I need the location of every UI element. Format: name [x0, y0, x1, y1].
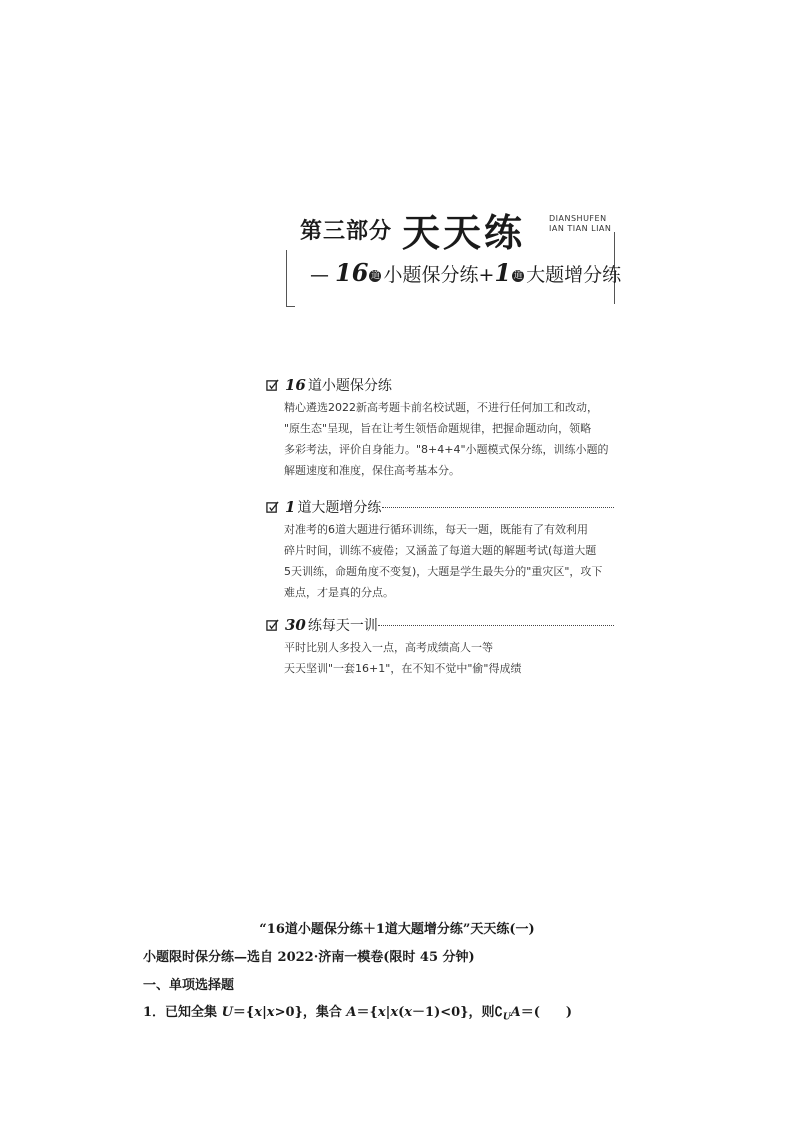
dotted-rule	[382, 507, 614, 508]
q-var: x	[377, 1005, 386, 1020]
paragraph-line: 精心遴选2022新高考题卡前名校试题，不进行任何加工和改动，	[284, 401, 598, 414]
section-number: 1	[285, 498, 296, 516]
q-var: A	[346, 1005, 357, 1020]
subtitle-num-16: 16	[335, 258, 369, 287]
section-title: 道大题增分练	[297, 500, 382, 516]
paragraph-line: 对准考的6道大题进行循环训练，每天一题，既能有了有效利用	[284, 523, 588, 536]
section-title: 练每天一训	[307, 618, 378, 634]
pinyin-line-2: IAN TIAN LIAN	[549, 224, 612, 233]
section-heading	[266, 375, 392, 395]
section-paragraph	[284, 637, 620, 679]
exam-subtitle: 小题限时保分练—选自 2022·济南一模卷(限时 45 分钟)	[143, 950, 475, 965]
banner-left-bracket	[286, 250, 295, 307]
q-var: x	[390, 1005, 399, 1020]
q-var: x	[404, 1005, 413, 1020]
q-var: x	[266, 1005, 275, 1020]
q-text: (	[398, 1005, 405, 1020]
dao-badge: 道	[513, 270, 523, 281]
paragraph-line: 5天训练，命题角度不变复)，大题是学生最失分的"重灾区"，攻下	[284, 565, 603, 578]
q-text: |	[262, 1005, 267, 1020]
q-text: >0}，集合	[274, 1005, 347, 1020]
subtitle-dash: —	[310, 264, 329, 286]
section-number: 30	[285, 616, 306, 634]
paragraph-line: 天天坚训"一套16+1"，在不知不觉中"偷"得成绩	[284, 662, 522, 675]
checkbox-edit-icon	[266, 619, 279, 632]
section-paragraph	[284, 397, 620, 481]
checkbox-edit-icon	[266, 379, 279, 392]
pinyin-caption	[549, 214, 611, 234]
paragraph-line: 平时比别人多投入一点，高考成绩高人一等	[284, 641, 493, 654]
paragraph-line: 难点，才是真的分点。	[284, 586, 394, 599]
section-heading	[266, 497, 381, 517]
section-number: 16	[285, 376, 306, 394]
q-subscript: U	[502, 1012, 511, 1023]
paragraph-line: 多彩考法，评价自身能力。"8+4+4"小题模式保分练，训练小题的	[284, 443, 609, 456]
section-title: 道小题保分练	[307, 378, 392, 394]
paragraph-line: "原生态"呈现，旨在让考生领悟命题规律，把握命题动向，领略	[284, 422, 592, 435]
exam-section-heading: 一、单项选择题	[143, 978, 235, 993]
section-heading	[266, 615, 378, 635]
question-1	[143, 1001, 572, 1023]
q-var: U	[221, 1005, 233, 1020]
dotted-rule	[378, 625, 614, 626]
q-text: －1)<0}，则∁	[412, 1005, 503, 1020]
exam-title: “16道小题保分练＋1道大题增分练”天天练(一)	[259, 922, 535, 937]
q-text: ＝{	[356, 1005, 378, 1020]
q-text: ＝{	[232, 1005, 255, 1020]
q-var: x	[254, 1005, 263, 1020]
part-label: 第三部分	[300, 219, 393, 244]
checkbox-edit-icon	[266, 501, 279, 514]
paragraph-line: 碎片时间，训练不疲倦；又涵盖了每道大题的解题考试(每道大题	[284, 544, 597, 557]
q-text: ＝( )	[520, 1005, 573, 1020]
subtitle-num-1: 1	[494, 258, 512, 287]
q-text: 1．已知全集	[143, 1005, 222, 1020]
paragraph-line: 解题速度和准度，保住高考基本分。	[284, 464, 460, 477]
q-var: A	[510, 1005, 521, 1020]
dao-badge: 道	[370, 270, 380, 281]
banner-subtitle	[310, 258, 621, 287]
section-paragraph	[284, 519, 620, 603]
subtitle-text-1: 小题保分练+	[383, 264, 495, 286]
main-title: 天天练	[402, 211, 526, 255]
q-text: |	[385, 1005, 391, 1020]
pinyin-line-1: DIANSHUFEN	[549, 214, 607, 223]
subtitle-text-2: 大题增分练	[526, 264, 622, 286]
